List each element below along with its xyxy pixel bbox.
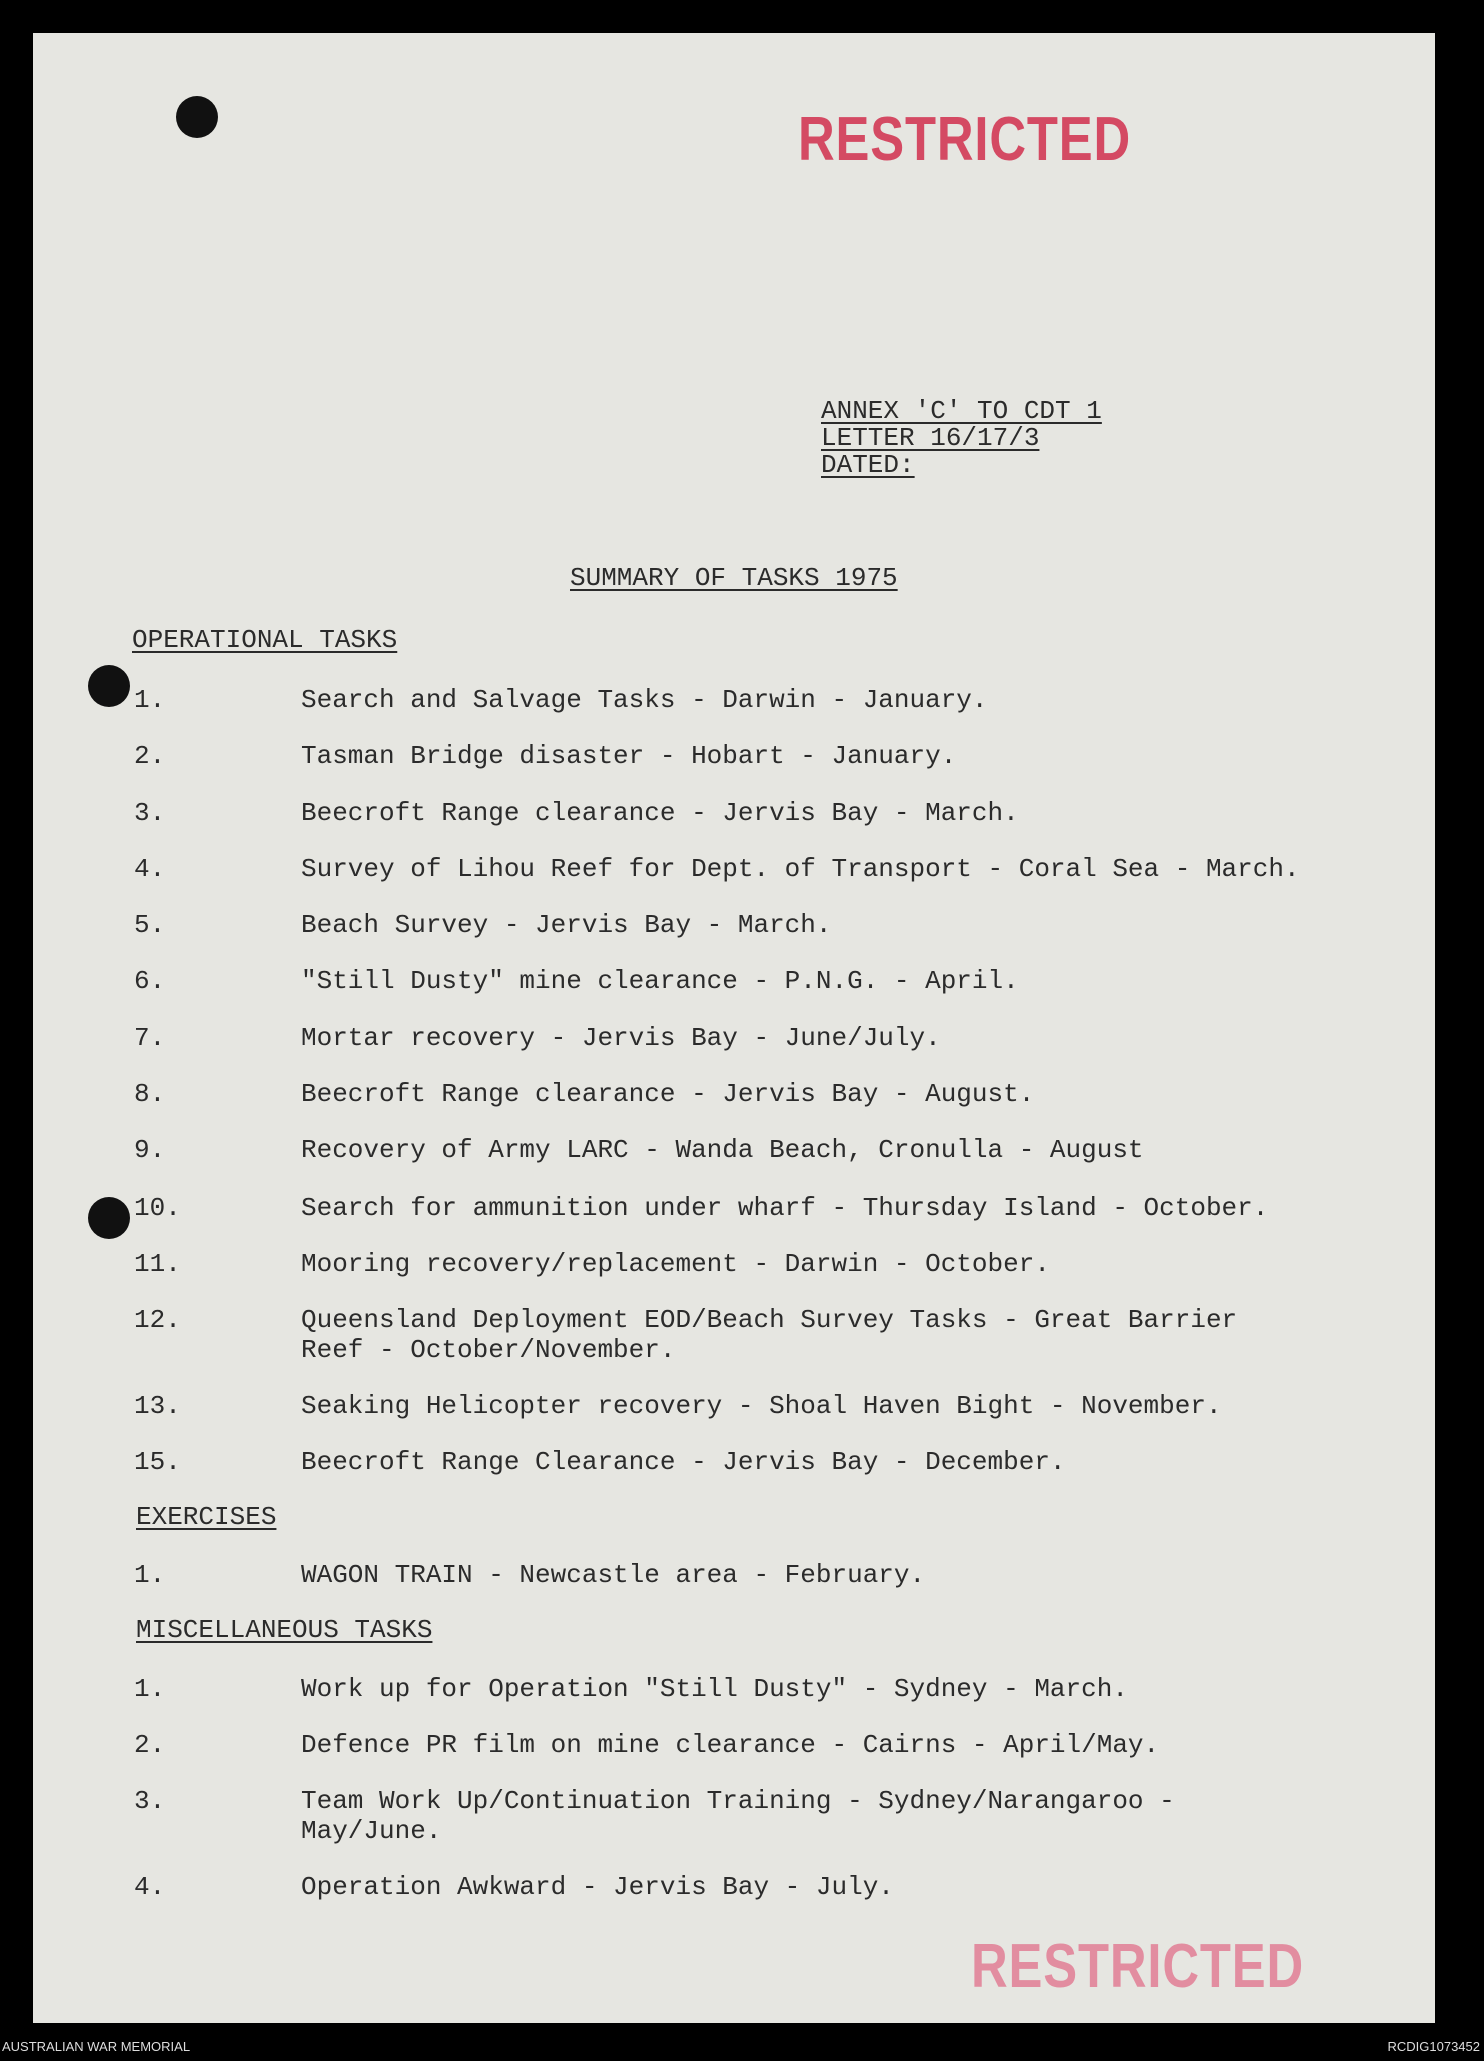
list-item-number: 9. — [134, 1135, 166, 1165]
list-item: Operation Awkward - Jervis Bay - July. — [301, 1872, 894, 1902]
restricted-stamp-bottom: RESTRICTED — [971, 1932, 1305, 2001]
section-heading-miscellaneous: MISCELLANEOUS TASKS — [136, 1615, 433, 1645]
list-item: Mooring recovery/replacement - Darwin - October. — [301, 1249, 1050, 1279]
dated-field: DATED: — [821, 450, 915, 480]
list-item: Tasman Bridge disaster - Hobart - January. — [301, 741, 957, 771]
list-item-number: 2. — [134, 1730, 166, 1760]
list-item: Survey of Lihou Reef for Dept. of Transport - Coral Sea - March. — [301, 854, 1300, 884]
list-item-number: 1. — [134, 685, 166, 715]
list-item-number: 4. — [134, 1872, 166, 1902]
list-item-number: 5. — [134, 910, 166, 940]
list-item: Beecroft Range clearance - Jervis Bay - August. — [301, 1079, 1035, 1109]
list-item: Work up for Operation "Still Dusty" - Sydney - March. — [301, 1674, 1128, 1704]
document-title: SUMMARY OF TASKS 1975 — [570, 563, 898, 593]
list-item: Beach Survey - Jervis Bay - March. — [301, 910, 832, 940]
list-item-number: 10. — [134, 1193, 181, 1223]
list-item: Search and Salvage Tasks - Darwin - January. — [301, 685, 988, 715]
punch-hole — [88, 665, 130, 707]
list-item-number: 4. — [134, 854, 166, 884]
section-heading-operational: OPERATIONAL TASKS — [132, 625, 398, 655]
list-item-number: 11. — [134, 1249, 181, 1279]
section-heading-exercises: EXERCISES — [136, 1502, 277, 1532]
list-item: Recovery of Army LARC - Wanda Beach, Cronulla - August — [301, 1135, 1144, 1165]
footer-source: AUSTRALIAN WAR MEMORIAL — [2, 2039, 191, 2054]
list-item: Defence PR film on mine clearance - Cairns - April/May. — [301, 1730, 1160, 1760]
list-item: Mortar recovery - Jervis Bay - June/July. — [301, 1023, 941, 1053]
punch-hole — [88, 1197, 130, 1239]
list-item-number: 1. — [134, 1560, 166, 1590]
annex-reference: ANNEX 'C' TO CDT 1 — [821, 396, 1102, 426]
list-item: Beecroft Range Clearance - Jervis Bay - December. — [301, 1447, 1066, 1477]
list-item-number: 15. — [134, 1447, 181, 1477]
list-item-number: 12. — [134, 1305, 181, 1335]
letter-reference: LETTER 16/17/3 — [821, 423, 1040, 453]
list-item: Beecroft Range clearance - Jervis Bay - March. — [301, 798, 1019, 828]
list-item: Search for ammunition under wharf - Thursday Island - October. — [301, 1193, 1269, 1223]
list-item-number: 2. — [134, 741, 166, 771]
footer-id: RCDIG1073452 — [1387, 2039, 1480, 2054]
list-item-number: 8. — [134, 1079, 166, 1109]
list-item-number: 13. — [134, 1391, 181, 1421]
list-item-number: 3. — [134, 1786, 166, 1816]
list-item-number: 3. — [134, 798, 166, 828]
list-item: "Still Dusty" mine clearance - P.N.G. - April. — [301, 966, 1019, 996]
document-page — [33, 33, 1435, 2023]
list-item-number: 6. — [134, 966, 166, 996]
list-item-number: 7. — [134, 1023, 166, 1053]
list-item-number: 1. — [134, 1674, 166, 1704]
list-item: Team Work Up/Continuation Training - Sydney/Narangaroo - May/June. — [301, 1786, 1175, 1846]
list-item: Queensland Deployment EOD/Beach Survey Tasks - Great Barrier Reef - October/November. — [301, 1305, 1238, 1365]
punch-hole — [176, 96, 218, 138]
list-item: WAGON TRAIN - Newcastle area - February. — [301, 1560, 926, 1590]
list-item: Seaking Helicopter recovery - Shoal Haven Bight - November. — [301, 1391, 1222, 1421]
restricted-stamp-top: RESTRICTED — [798, 105, 1132, 174]
